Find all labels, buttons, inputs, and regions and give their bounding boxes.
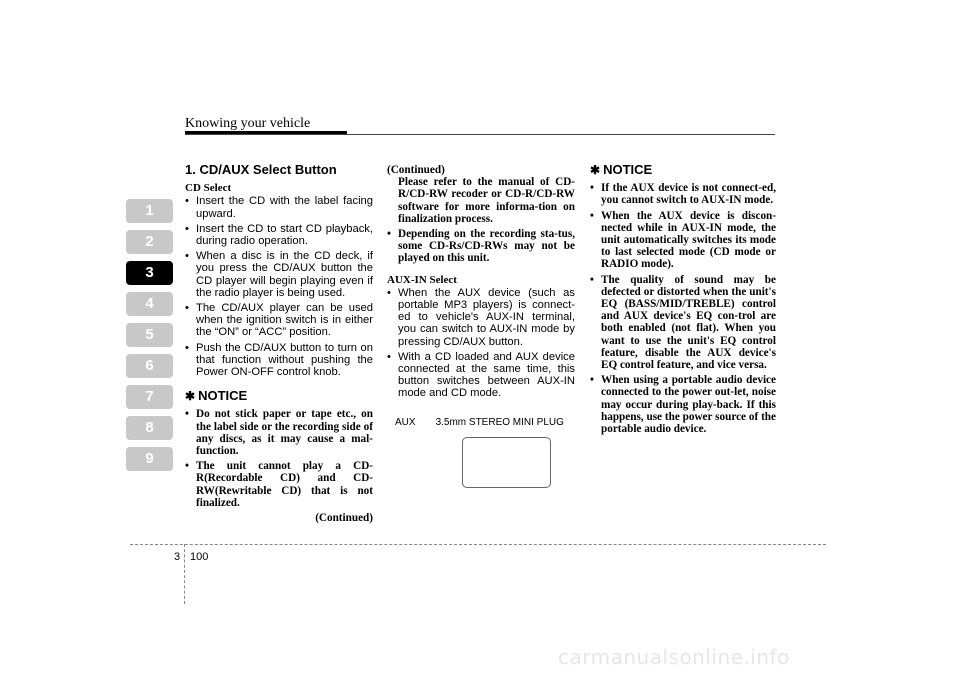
footer-divider	[184, 544, 185, 604]
aux-figure-caption	[395, 417, 564, 428]
aux-jack-illustration	[462, 437, 551, 488]
list-item: • If the AUX device is not connect-ed, you cannot switch to AUX-IN mode.	[590, 182, 776, 207]
continued-label: (Continued)	[315, 512, 373, 525]
list-item: • Depending on the recording sta-tus, some CD-Rs/CD-RWs may not be played on this unit.	[387, 228, 575, 265]
list-item: • When the AUX device (such as portable MP3 players) is connect-ed to vehicle's AUX-IN terminal, you can switch to AUX-IN mode by pressing CD/AUX button.	[387, 286, 575, 348]
aux-label: AUX	[395, 417, 416, 428]
notice-heading: ✱ NOTICE	[590, 162, 653, 177]
list-item: • Push the CD/AUX button to turn on that function without pushing the Power ON-OFF control knob.	[185, 341, 373, 379]
chapter-tab-1[interactable]: 1	[126, 199, 173, 223]
plug-label: 3.5mm STEREO MINI PLUG	[435, 417, 564, 428]
list-item: • Do not stick paper or tape etc., on the label side or the recording side of any discs, as it may cause a mal-function.	[185, 408, 373, 458]
list-item: • With a CD loaded and AUX device connected at the same time, this button switches between AUX-IN mode and CD mode.	[387, 350, 575, 400]
section-heading: 1. CD/AUX Select Button	[185, 162, 337, 177]
chapter-tab-4[interactable]: 4	[126, 292, 173, 316]
chapter-tab-8[interactable]: 8	[126, 416, 173, 440]
header-title: Knowing your vehicle	[185, 116, 311, 131]
list-item: • When a disc is in the CD deck, if you press the CD/AUX button the CD player will begin playing even if the radio player is being used.	[185, 250, 373, 299]
column-2	[387, 164, 575, 403]
footer-rule	[130, 544, 826, 545]
chapter-tab-5[interactable]: 5	[126, 323, 173, 347]
list-item: • Insert the CD to start CD playback, during radio operation.	[185, 222, 373, 248]
column-3	[590, 164, 776, 438]
page-number: 100	[190, 551, 209, 563]
list-item: • The quality of sound may be defected or distorted when the unit's EQ (BASS/MID/TREBLE) control and AUX device's EQ con-trol are both enabled (not flat). When you want to use the unit's EQ control feature, disable the AUX device's EQ control feature, and vice versa.	[590, 273, 776, 372]
notice-star-icon: ✱	[185, 389, 196, 404]
chapter-tab-6[interactable]: 6	[126, 354, 173, 378]
chapter-tab-3[interactable]: 3	[126, 261, 173, 285]
header-rule	[185, 134, 775, 135]
subheading-cd-select: CD Select	[185, 182, 232, 195]
chapter-tab-7[interactable]: 7	[126, 385, 173, 409]
continued-label: (Continued)	[387, 164, 445, 176]
chapter-tabs	[126, 199, 173, 478]
column-1	[185, 164, 373, 524]
list-item: • The CD/AUX player can be used when the ignition switch is in either the “ON” or “ACC” position.	[185, 302, 373, 339]
chapter-number: 3	[174, 551, 181, 563]
list-item: • Insert the CD with the label facing upward.	[185, 195, 373, 220]
list-item: Please refer to the manual of CD-R/CD-RW recoder or CD-R/CD-RW software for more informa-tion on finalization process.	[398, 176, 575, 225]
list-item: • The unit cannot play a CD-R(Recordable CD) and CD-RW(Rewritable CD) that is not finalized.	[185, 460, 373, 509]
notice-star-icon: ✱	[590, 163, 601, 177]
list-item: • When using a portable audio device connected to the power out-let, noise may occur during play-back. If this happens, use the power source of the portable audio device.	[590, 374, 776, 436]
watermark: carmanualsonline.info	[558, 645, 790, 669]
chapter-tab-9[interactable]: 9	[126, 447, 173, 471]
notice-heading: ✱ NOTICE	[185, 388, 248, 404]
subheading-aux-select: AUX-IN Select	[387, 273, 457, 286]
list-item: • When the AUX device is discon-nected while in AUX-IN mode, the unit automatically switches its mode to last selected mode (CD mode or RADIO mode).	[590, 209, 776, 271]
chapter-tab-2[interactable]: 2	[126, 230, 173, 254]
